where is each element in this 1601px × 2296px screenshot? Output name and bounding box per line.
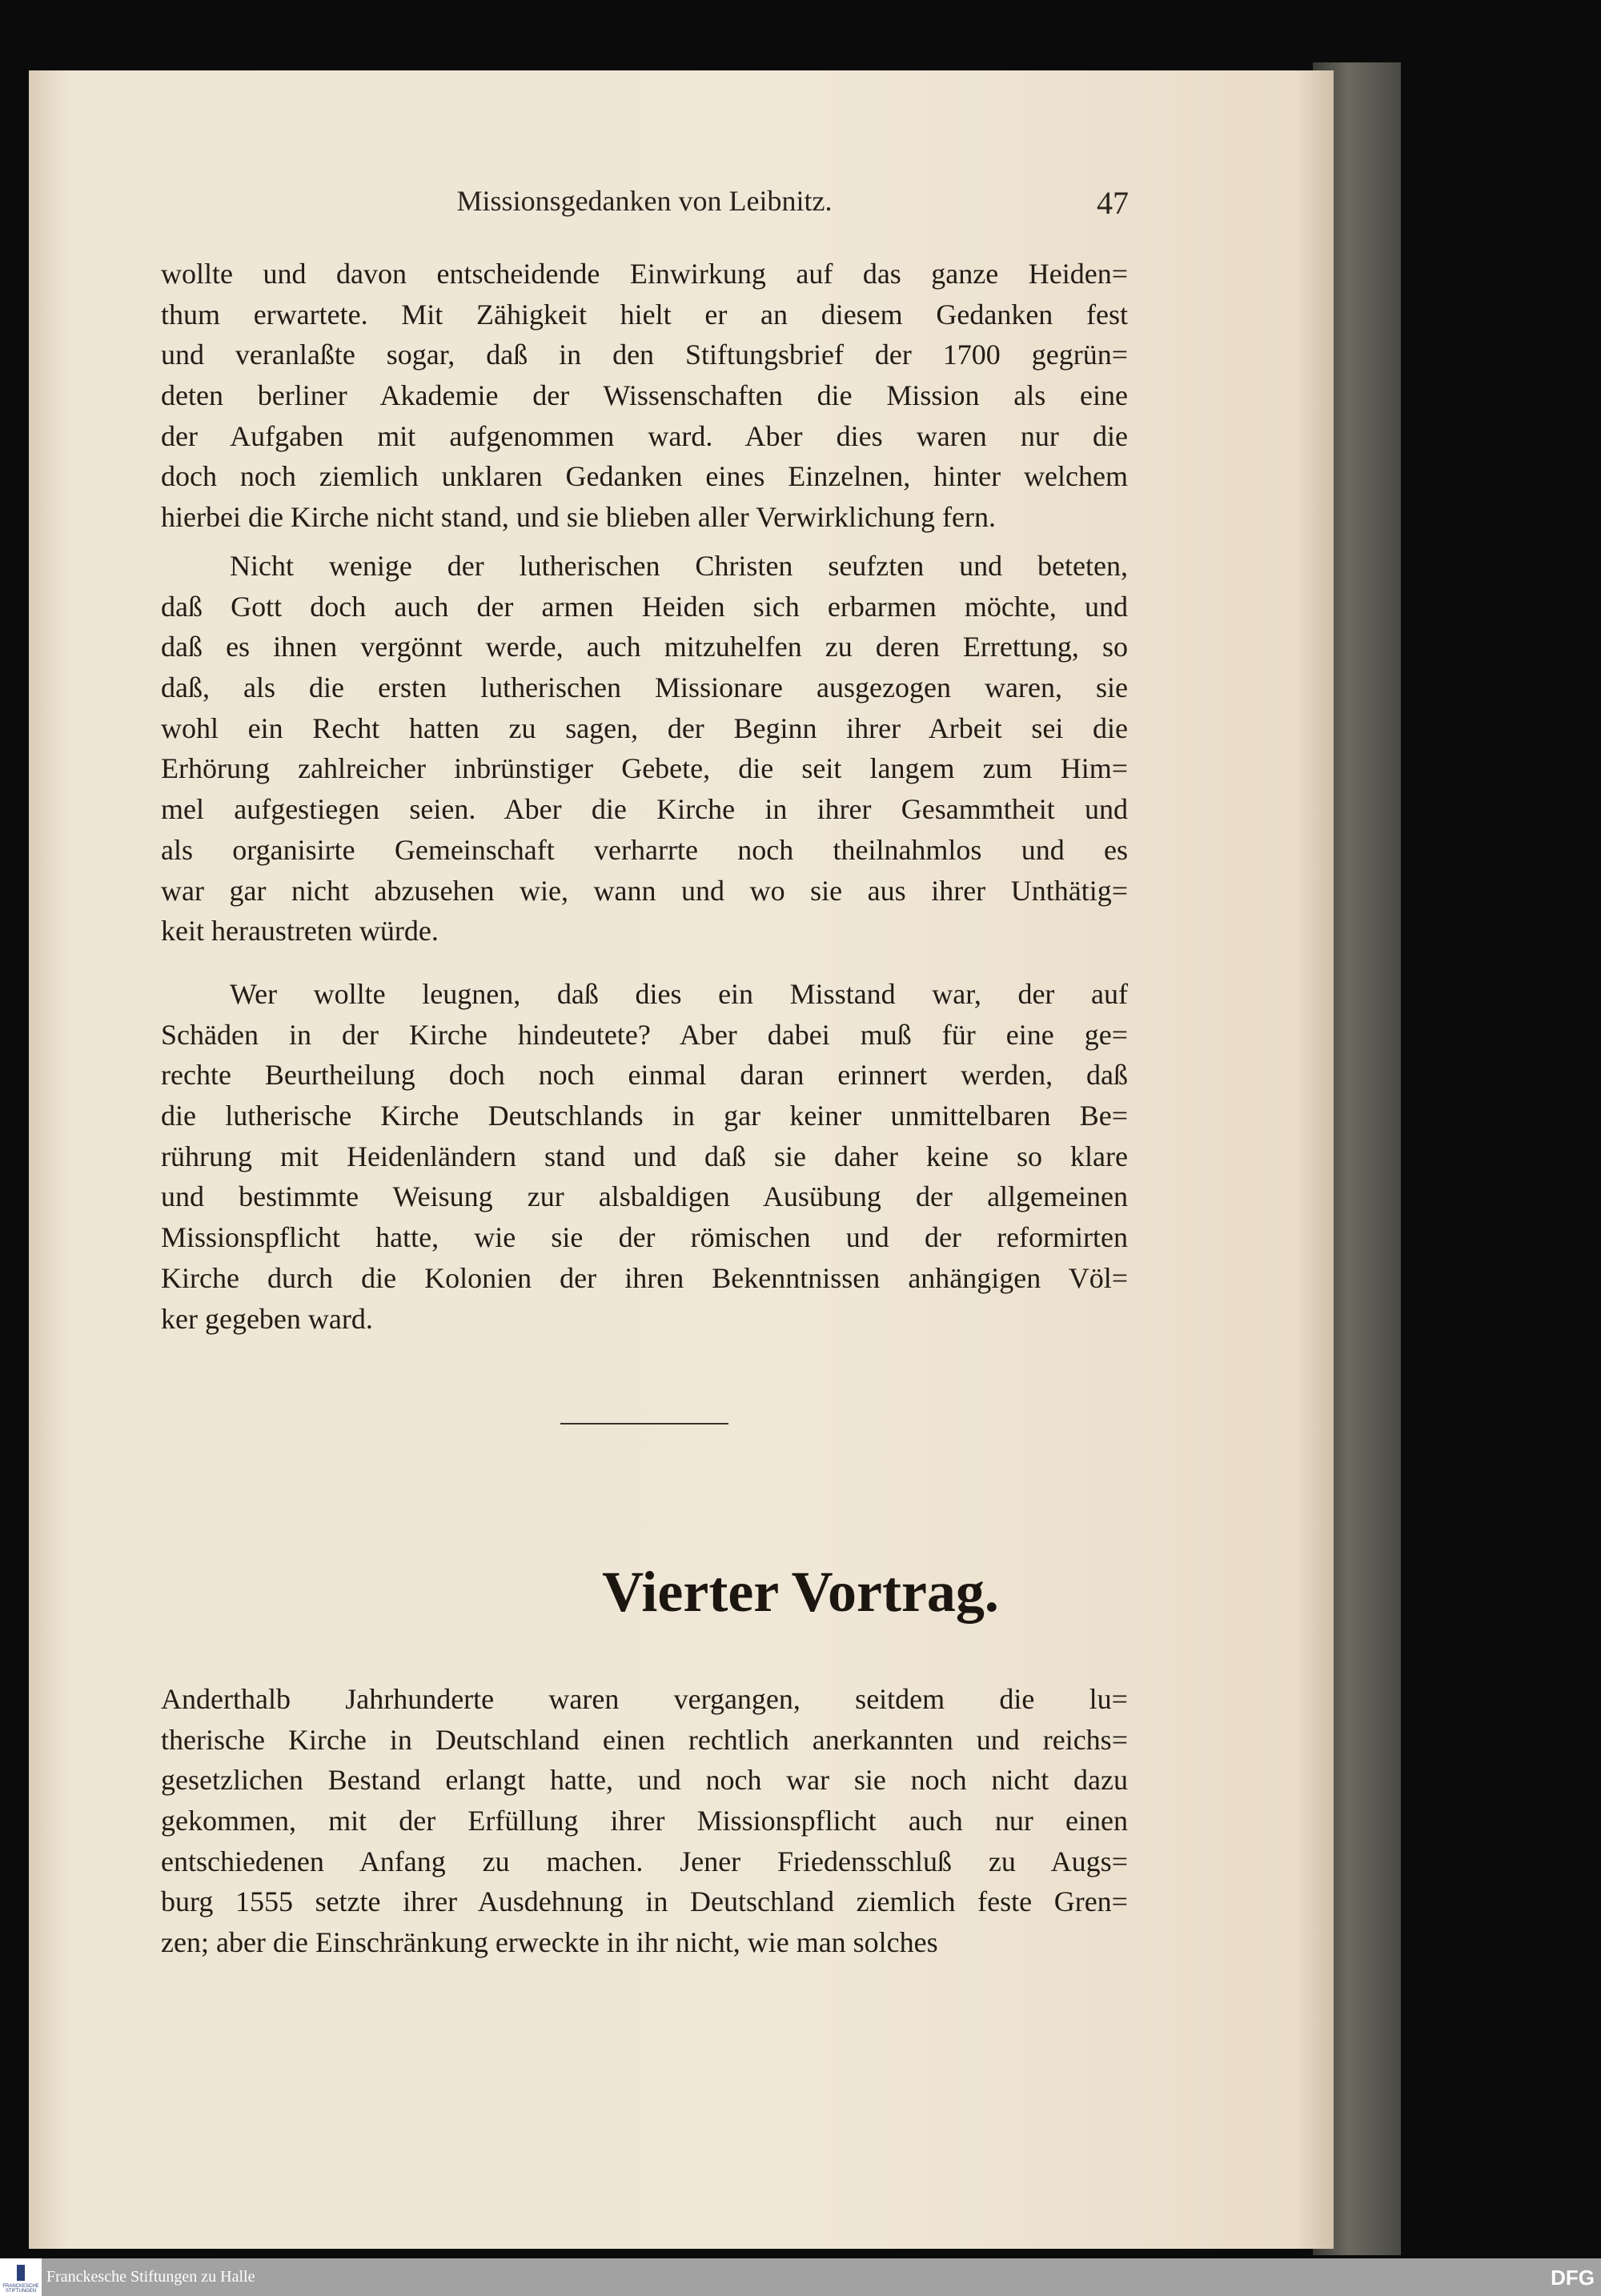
text-line: ker gegeben ward. (161, 1302, 373, 1335)
text-line: rechte Beurtheilung doch noch einmal daran erinnert werden, daß (161, 1059, 1128, 1092)
dfg-logo: DFG (1551, 2266, 1595, 2290)
running-title: Missionsgedanken von Leibnitz. (456, 185, 833, 217)
text-line: Anderthalb Jahrhunderte waren vergangen, seitdem die lu= (161, 1683, 1128, 1715)
section-heading: Vierter Vortrag. (602, 1560, 999, 1624)
text-line: wollte und davon entscheidende Einwirkung auf das ganze Heiden= (161, 258, 1128, 290)
text-line: die lutherische Kirche Deutschlands in gar keiner unmittelbaren Be= (161, 1100, 1128, 1132)
text-line: und veranlaßte sogar, daß in den Stiftungsbrief der 1700 gegrün= (161, 339, 1128, 371)
page-header (160, 184, 1129, 219)
section-paragraph (161, 1679, 1128, 1963)
text-line: entschiedenen Anfang zu machen. Jener Friedensschluß zu Augs= (161, 1845, 1128, 1877)
text-line: Missionspflicht hatte, wie sie der römischen und der reformirten (161, 1221, 1128, 1254)
text-line: als organisirte Gemeinschaft verharrte noch theilnahmlos und es (161, 833, 1128, 866)
text-line: Wer wollte leugnen, daß dies ein Misstand war, der auf (230, 978, 1128, 1010)
text-line: daß Gott doch auch der armen Heiden sich erbarmen möchte, und (161, 590, 1128, 623)
institution-name[interactable]: Franckesche Stiftungen zu Halle (46, 2268, 255, 2286)
text-line: hierbei die Kirche nicht stand, und sie blieben aller Verwirklichung fern. (161, 501, 996, 534)
text-line: burg 1555 setzte ihrer Ausdehnung in Deutschland ziemlich feste Gren= (161, 1885, 1128, 1918)
logo-figure-icon (17, 2265, 25, 2281)
paragraph-3 (161, 974, 1128, 1339)
text-line: gekommen, mit der Erfüllung ihrer Missionspflicht auch nur einen (161, 1805, 1128, 1837)
institution-logo (0, 2258, 42, 2296)
text-line: thum erwartete. Mit Zähigkeit hielt er an diesem Gedanken fest (161, 298, 1128, 331)
text-line: daß es ihnen vergönnt werde, auch mitzuhelfen zu deren Errettung, so (161, 631, 1128, 663)
paragraph-1 (161, 254, 1128, 538)
text-line: Nicht wenige der lutherischen Christen seufzten und beteten, (230, 550, 1128, 582)
text-line: keit heraustreten würde. (161, 915, 439, 948)
text-line: therische Kirche in Deutschland einen rechtlich anerkannten und reichs= (161, 1723, 1128, 1756)
section-divider (560, 1423, 728, 1424)
text-line: zen; aber die Einschränkung erweckte in ihr nicht, wie man solches (161, 1926, 938, 1959)
text-line: Kirche durch die Kolonien der ihren Bekenntnissen anhängigen Völ= (161, 1261, 1128, 1294)
paragraph-2 (161, 546, 1128, 952)
text-line: wohl ein Recht hatten zu sagen, der Beginn ihrer Arbeit sei die (161, 711, 1128, 744)
page-number: 47 (1097, 185, 1129, 221)
logo-text: FRANCKESCHE STIFTUNGEN (2, 2284, 39, 2294)
text-line: Erhörung zahlreicher inbrünstiger Gebete, die seit langem zum Him= (161, 752, 1128, 785)
footer-bar (0, 2258, 1601, 2296)
text-line: gesetzlichen Bestand erlangt hatte, und noch war sie noch nicht dazu (161, 1764, 1128, 1797)
text-line: war gar nicht abzusehen wie, wann und wo sie aus ihrer Unthätig= (161, 874, 1128, 907)
text-line: doch noch ziemlich unklaren Gedanken eines Einzelnen, hinter welchem (161, 460, 1128, 493)
text-line: rührung mit Heidenländern stand und daß sie daher keine so klare (161, 1140, 1128, 1172)
text-line: der Aufgaben mit aufgenommen ward. Aber dies waren nur die (161, 419, 1128, 452)
text-line: mel aufgestiegen seien. Aber die Kirche in ihrer Gesammtheit und (161, 793, 1128, 826)
text-line: Schäden in der Kirche hindeutete? Aber dabei muß für eine ge= (161, 1018, 1128, 1051)
text-line: daß, als die ersten lutherischen Missionare ausgezogen waren, sie (161, 671, 1128, 704)
text-line: deten berliner Akademie der Wissenschaften die Mission als eine (161, 379, 1128, 412)
text-line: und bestimmte Weisung zur alsbaldigen Ausübung der allgemeinen (161, 1180, 1128, 1213)
